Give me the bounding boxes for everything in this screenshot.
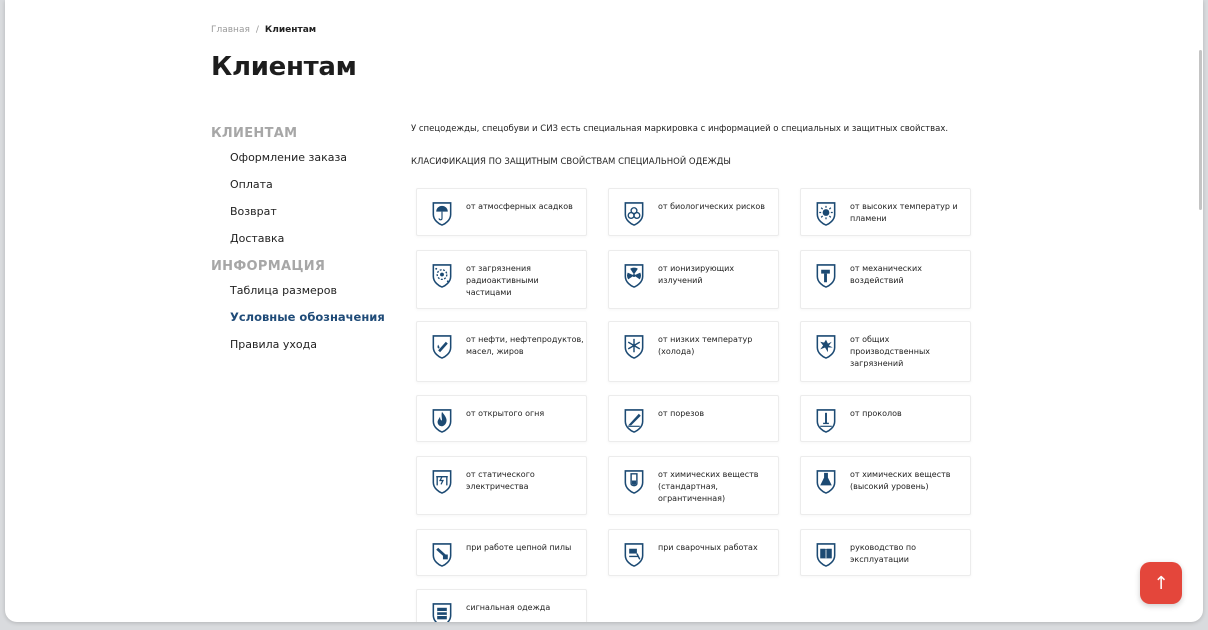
radiation-icon	[623, 263, 645, 289]
protection-card-label: от порезов	[658, 409, 705, 418]
protection-card-label: от нефти, нефтепродуктов, масел, жиров	[466, 335, 584, 356]
protection-card-label: от механических воздействий	[850, 264, 922, 285]
protection-card-label: от общих производственных загрязнений	[850, 335, 931, 368]
protection-card[interactable]	[416, 188, 587, 236]
protection-card-label: от низких температур (холода)	[658, 335, 753, 356]
page-title: Клиентам	[211, 52, 357, 82]
radioactive-particles-icon	[431, 263, 453, 289]
protection-card-label: от биологических рисков	[658, 202, 766, 211]
breadcrumb	[211, 25, 316, 35]
section-title: КЛАСИФИКАЦИЯ ПО ЗАЩИТНЫМ СВОЙСТВАМ СПЕЦИАЛЬНОЙ ОДЕЖДЫ	[411, 157, 731, 167]
static-electricity-icon	[431, 469, 453, 495]
protection-card[interactable]	[800, 395, 971, 442]
main-content	[411, 122, 1011, 612]
protection-card[interactable]	[800, 188, 971, 236]
breadcrumb-home-link[interactable]: Главная	[211, 25, 250, 35]
umbrella-icon	[431, 201, 453, 227]
splash-icon	[815, 334, 837, 360]
sidebar-item-care-rules[interactable]: Правила ухода	[230, 338, 317, 351]
protection-card-label: при работе цепной пилы	[466, 543, 572, 552]
protection-card[interactable]	[608, 395, 779, 442]
protection-card-label: при сварочных работах	[658, 543, 758, 552]
scroll-to-top-button[interactable]	[1140, 562, 1182, 604]
protection-card[interactable]	[608, 321, 779, 382]
protection-card-label: от статического электричества	[466, 470, 535, 491]
protection-card[interactable]	[416, 456, 587, 515]
protection-card[interactable]	[416, 250, 587, 309]
sidebar-heading-clients: КЛИЕНТАМ	[211, 126, 298, 141]
manual-book-icon	[815, 542, 837, 568]
protection-card[interactable]	[416, 395, 587, 442]
welding-icon	[623, 542, 645, 568]
protection-card-label: от химических веществ (высокий уровень)	[850, 470, 951, 491]
test-tube-icon	[623, 469, 645, 495]
sun-icon	[815, 201, 837, 227]
snowflake-icon	[623, 334, 645, 360]
flask-icon	[815, 469, 837, 495]
sidebar-item-symbols[interactable]: Условные обозначения	[230, 310, 385, 324]
protection-card[interactable]	[800, 529, 971, 576]
protection-card-label: от химических веществ (стандартная, огрантиченная)	[658, 470, 759, 503]
breadcrumb-current: Клиентам	[264, 25, 317, 35]
sidebar-heading-information: ИНФОРМАЦИЯ	[211, 259, 326, 274]
protection-card[interactable]	[416, 321, 587, 382]
signal-vest-icon	[431, 602, 453, 622]
sidebar-item-payment[interactable]: Оплата	[230, 178, 273, 191]
biohazard-icon	[623, 201, 645, 227]
sidebar-item-size-table[interactable]: Таблица размеров	[230, 284, 337, 297]
protection-card-label: от ионизирующих излучений	[658, 264, 735, 285]
protection-card[interactable]	[800, 321, 971, 382]
hammer-icon	[815, 263, 837, 289]
scrollbar-thumb[interactable]	[1199, 50, 1202, 210]
protection-card[interactable]	[416, 589, 587, 622]
protection-card-label: от загрязнения радиоактивными частицами	[466, 264, 539, 297]
protection-card-label: руководство по эксплуатации	[850, 543, 917, 564]
sidebar-nav	[211, 124, 396, 358]
arrow-up-icon: ↑	[1153, 572, 1169, 594]
protection-card[interactable]	[800, 250, 971, 309]
protection-card-label: от высоких температур и пламени	[850, 202, 958, 223]
protection-card[interactable]	[608, 188, 779, 236]
sidebar-item-return[interactable]: Возврат	[230, 205, 277, 218]
breadcrumb-separator: /	[255, 25, 259, 35]
needle-icon	[815, 408, 837, 434]
chainsaw-icon	[431, 542, 453, 568]
page-scrollbar[interactable]	[1197, 0, 1203, 622]
browser-window	[5, 0, 1203, 622]
protection-card[interactable]	[416, 529, 587, 576]
intro-text: У спецодежды, спецобуви и СИЗ есть специальная маркировка с информацией о специальных и защитных свойствах.	[411, 124, 949, 134]
knife-icon	[623, 408, 645, 434]
flame-icon	[431, 408, 453, 434]
protection-card[interactable]	[800, 456, 971, 515]
protection-card-label: от проколов	[850, 409, 902, 418]
protection-card-label: от открытого огня	[466, 409, 545, 418]
protection-card[interactable]	[608, 529, 779, 576]
protection-card[interactable]	[608, 456, 779, 515]
oil-drop-icon	[431, 334, 453, 360]
sidebar-item-order[interactable]: Оформление заказа	[230, 151, 348, 164]
protection-card-label: от атмосферных асадков	[466, 202, 573, 211]
sidebar-item-delivery[interactable]: Доставка	[230, 232, 285, 245]
protection-card-label: сигнальная одежда	[466, 603, 551, 612]
protection-card[interactable]	[608, 250, 779, 309]
